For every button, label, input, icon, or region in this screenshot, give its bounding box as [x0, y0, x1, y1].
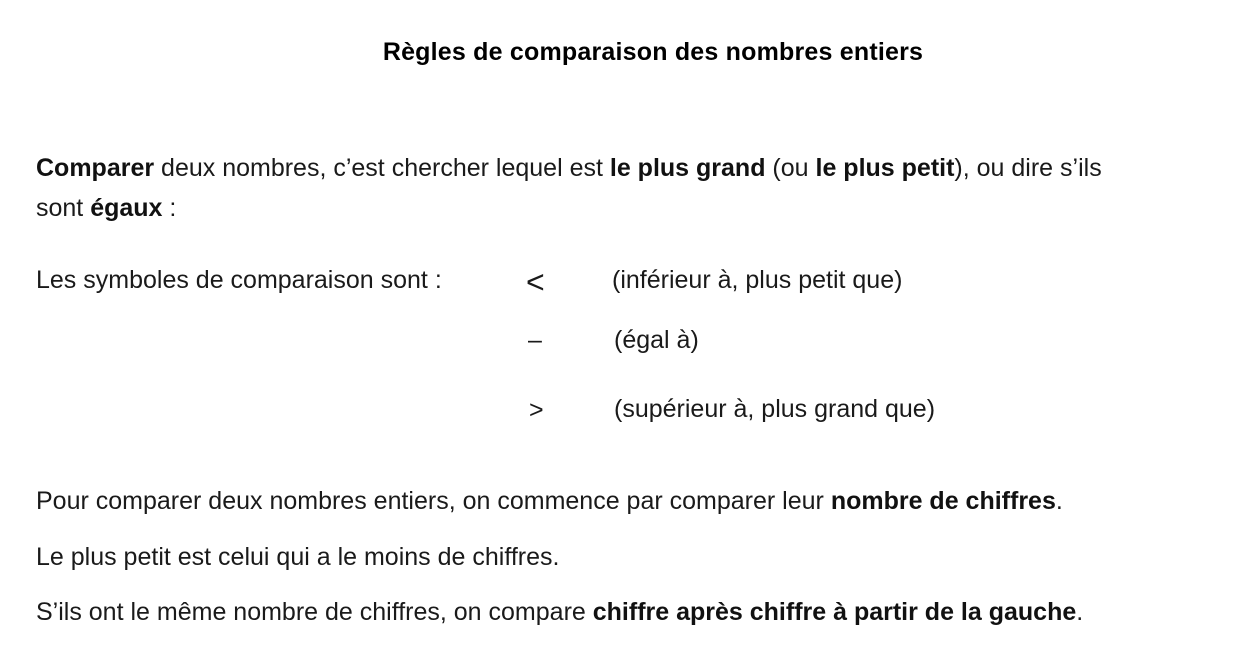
- rule-line-2: Le plus petit est celui qui a le moins de chiffres.: [36, 543, 560, 571]
- term-plus-grand: le plus grand: [609, 154, 766, 182]
- term-nombre-de-chiffres: nombre de chiffres: [830, 487, 1056, 515]
- page-title: Règles de comparaison des nombres entiers: [382, 38, 924, 66]
- definition-text: (ou: [765, 154, 816, 182]
- rule-text: .: [1055, 487, 1063, 515]
- definition-text: ), ou dire s’ils: [954, 154, 1102, 182]
- greater-than-meaning: (supérieur à, plus grand que): [614, 395, 936, 423]
- less-than-symbol: <: [526, 264, 545, 300]
- term-comparer: Comparer: [36, 154, 155, 182]
- symbols-label: Les symboles de comparaison sont :: [36, 266, 442, 294]
- less-than-meaning: (inférieur à, plus petit que): [612, 266, 903, 294]
- term-egaux: égaux: [90, 194, 163, 222]
- term-plus-petit: le plus petit: [815, 154, 955, 182]
- definition-text: deux nombres, c’est chercher lequel est: [154, 154, 610, 182]
- term-chiffre-apres-chiffre: chiffre après chiffre à partir de la gauche: [592, 598, 1077, 626]
- rule-text: .: [1076, 598, 1084, 626]
- definition-text: sont: [36, 194, 91, 222]
- equal-meaning: (égal à): [614, 326, 699, 354]
- rule-line-3: [36, 598, 1083, 627]
- rule-text: Pour comparer deux nombres entiers, on commence par comparer leur: [36, 487, 831, 515]
- definition-line-1: [36, 154, 1102, 183]
- rule-text: S’ils ont le même nombre de chiffres, on compare: [36, 598, 593, 626]
- definition-line-2: [36, 194, 176, 223]
- rule-line-1: [36, 487, 1063, 516]
- equal-symbol: –: [528, 326, 542, 354]
- definition-text: :: [162, 194, 177, 222]
- greater-than-symbol: >: [529, 396, 544, 424]
